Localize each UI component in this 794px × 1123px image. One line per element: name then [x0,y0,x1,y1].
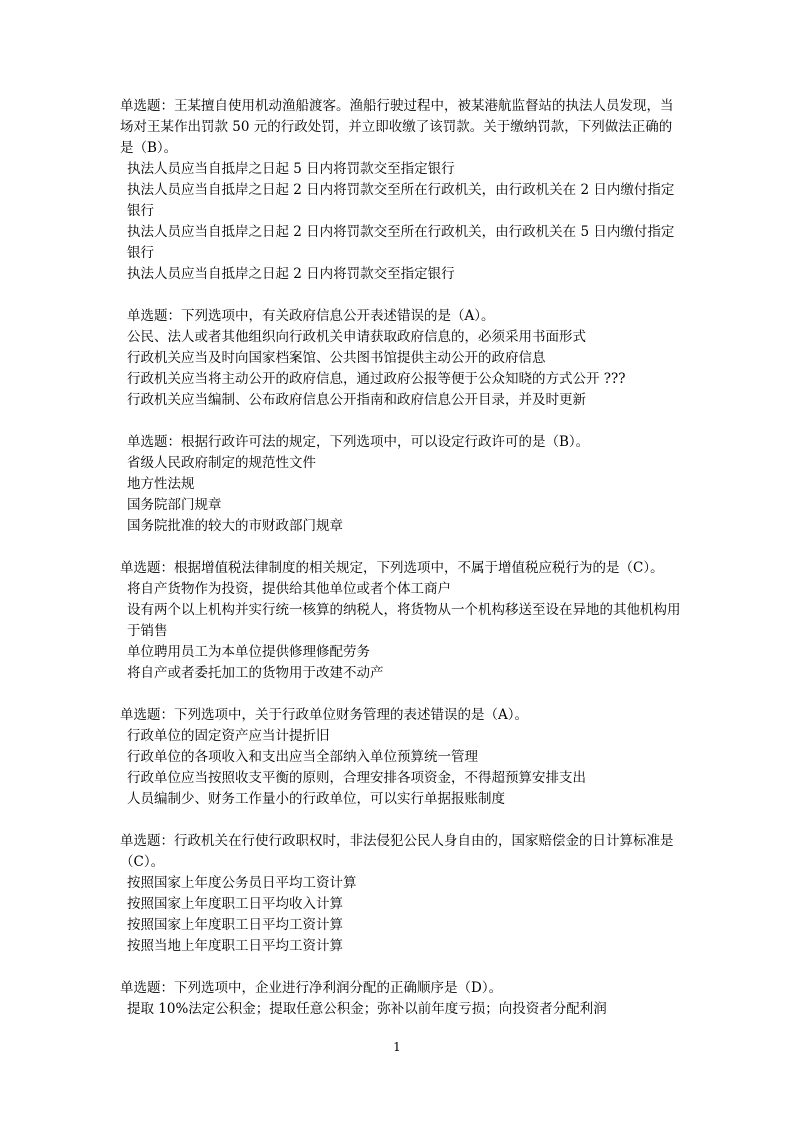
question-1 [120,96,685,285]
option-d: 行政机关应当编制、公布政府信息公开指南和政府信息公开目录，并及时更新 [127,392,586,408]
option-a: 省级人民政府制定的规范性文件 [127,455,316,471]
option-b: 行政单位的各项收入和支出应当全部纳入单位预算统一管理 [127,749,478,765]
option-c: 行政机关应当将主动公开的政府信息，通过政府公报等便于公众知晓的方式公开 ??? [127,371,626,387]
option-c: 单位聘用员工为本单位提供修理修配劳务 [127,644,370,660]
option-a: 执法人员应当自抵岸之日起 5 日内将罚款交至指定银行 [127,161,455,177]
document-body [120,96,685,1041]
option-b: 地方性法规 [127,476,195,492]
option-d: 将自产或者委托加工的货物用于改建不动产 [127,665,384,681]
question-stem: 单选题：根据行政许可法的规定，下列选项中，可以设定行政许可的是（B）。 [127,434,590,450]
option-c: 行政单位应当按照收支平衡的原则，合理安排各项资金，不得超预算安排支出 [127,770,586,786]
option-b: 执法人员应当自抵岸之日起 2 日内将罚款交至所在行政机关，由行政机关在 2 日内缴付指定银行 [127,182,675,219]
option-a: 将自产货物作为投资，提供给其他单位或者个体工商户 [127,581,451,597]
option-b: 按照国家上年度职工日平均收入计算 [127,896,343,912]
question-5 [120,705,685,810]
question-stem: 单选题：行政机关在行使行政职权时，非法侵犯公民人身自由的，国家赔偿金的日计算标准是（C）。 [120,833,674,870]
question-4 [120,558,685,684]
option-a: 公民、法人或者其他组织向行政机关申请获取政府信息的，必须采用书面形式 [127,329,586,345]
question-7 [120,978,685,1020]
option-b: 行政机关应当及时向国家档案馆、公共图书馆提供主动公开的政府信息 [127,350,546,366]
option-d: 国务院批准的较大的市财政部门规章 [127,518,343,534]
option-a: 提取 10%法定公积金；提取任意公积金；弥补以前年度亏损；向投资者分配利润 [127,1001,607,1017]
question-stem: 单选题：下列选项中，有关政府信息公开表述错误的是（A）。 [127,308,495,324]
option-d: 人员编制少、财务工作量小的行政单位，可以实行单据报账制度 [127,791,505,807]
option-d: 按照当地上年度职工日平均工资计算 [127,938,343,954]
option-b: 设有两个以上机构并实行统一核算的纳税人，将货物从一个机构移送至设在异地的其他机构用于销售 [127,602,681,639]
question-6 [120,831,685,957]
question-stem: 单选题：下列选项中，企业进行净利润分配的正确顺序是（D）。 [120,980,503,996]
question-2 [120,306,685,411]
option-a: 按照国家上年度公务员日平均工资计算 [127,875,357,891]
option-a: 行政单位的固定资产应当计提折旧 [127,728,330,744]
question-stem: 单选题：下列选项中，关于行政单位财务管理的表述错误的是（A）。 [120,707,528,723]
question-stem: 单选题：王某擅自使用机动渔船渡客。渔船行驶过程中，被某港航监督站的执法人员发现，当场对王某作出罚款 50 元的行政处罚，并立即收缴了该罚款。关于缴纳罚款，下列做法正确的是（B）。 [120,98,674,156]
option-c: 按照国家上年度职工日平均工资计算 [127,917,343,933]
page-number: 1 [393,1040,401,1054]
question-3 [120,432,685,537]
question-stem: 单选题：根据增值税法律制度的相关规定，下列选项中，不属于增值税应税行为的是（C）。 [120,560,664,576]
option-c: 国务院部门规章 [127,497,222,513]
option-d: 执法人员应当自抵岸之日起 2 日内将罚款交至指定银行 [127,266,455,282]
option-c: 执法人员应当自抵岸之日起 2 日内将罚款交至所在行政机关，由行政机关在 5 日内缴付指定银行 [127,224,675,261]
